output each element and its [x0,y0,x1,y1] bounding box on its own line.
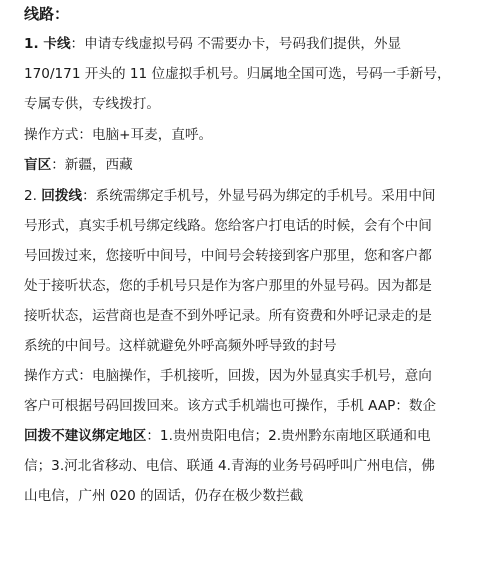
section1-line-1 [24,35,494,53]
section2-operation-2: 客户可根据号码回拨回来。该方式手机端也可操作，手机 AAP：数企 [24,398,437,414]
section1-label: 1. 卡线 [24,36,71,52]
not-recommended-line-2: 信；3.河北省移动、电信、联通 4.青海的业务号码呼叫广州电信，佛 [24,458,435,474]
section2-line-1 [24,187,494,205]
section2-text-1: ：系统需绑定手机号，外显号码为绑定的手机号。采用中间 [82,188,436,204]
section2-line-6: 系统的中间号。这样就避免外呼高频外呼导致的封号 [24,338,337,354]
section1-line-2: 170/171 开头的 11 位虚拟手机号。归属地全国可选，号码一手新号， [24,66,451,82]
blind-zone-value: ：新疆，西藏 [51,157,133,173]
not-recommended-label: 回拨不建议绑定地区 [24,428,147,444]
section2-operation-1: 操作方式：电脑操作，手机接听，回拨，因为外显真实手机号，意向 [24,368,432,384]
blind-zone-label: 盲区 [24,157,52,173]
section2-line-3: 号回拨过来，您接听中间号，中间号会转接到客户那里，您和客户都 [24,248,432,264]
section2-line-2: 号形式，真实手机号绑定线路。您给客户打电话的时候，会有个中间 [24,218,432,234]
section2-label: 回拨线 [41,188,83,204]
section2-number: 2. [24,188,42,204]
section2-line-5: 接听状态，运营商也是查不到外呼记录。所有资费和外呼记录走的是 [24,308,432,324]
not-recommended-line-1 [24,427,494,445]
section2-line-4: 处于接听状态，您的手机号只是作为客户那里的外显号码。因为都是 [24,278,432,294]
section1-text-1: ：申请专线虚拟号码 不需要办卡，号码我们提供，外显 [70,36,402,52]
not-recommended-text-1: ：1.贵州贵阳电信；2.贵州黔东南地区联通和电 [146,428,431,444]
section1-line-3: 专属专供，专线拨打。 [24,96,160,112]
section1-operation: 操作方式：电脑+耳麦，直呼。 [24,127,213,143]
not-recommended-line-3: 山电信，广州 020 的固话，仍存在极少数拦截 [24,488,304,504]
page-title: 线路： [24,5,70,23]
blind-zone [24,156,494,174]
